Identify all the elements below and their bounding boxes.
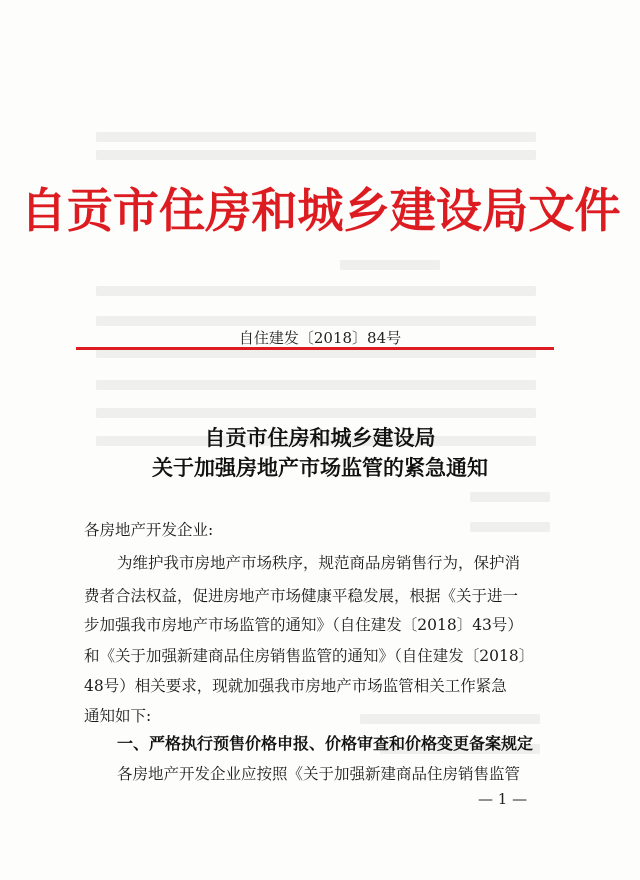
addressee: 各房地产开发企业: xyxy=(84,521,214,539)
document-number: 自住建发〔2018〕84号 xyxy=(238,329,402,347)
paragraph-line: 通知如下: xyxy=(84,707,152,725)
notice-title-line-2: 关于加强房地产市场监管的紧急通知 xyxy=(152,455,488,480)
paragraph-line: 和《关于加强新建商品住房销售监管的通知》（自住建发〔2018〕 xyxy=(84,647,535,665)
notice-title-line-1: 自贡市住房和城乡建设局 xyxy=(204,425,436,450)
paragraph-line: 费者合法权益，促进房地产市场健康平稳发展，根据《关于进一 xyxy=(84,587,519,605)
paragraph-line: 48号）相关要求，现就加强我市房地产市场监管相关工作紧急 xyxy=(84,677,507,695)
paragraph-line: 为维护我市房地产市场秩序，规范商品房销售行为，保护消 xyxy=(117,554,521,572)
red-separator-line xyxy=(76,347,554,350)
paragraph-line: 步加强我市房地产市场监管的通知》（自住建发〔2018〕43号） xyxy=(84,616,523,634)
issuer-header-title: 自贡市住房和城乡建设局文件 xyxy=(20,184,620,239)
page-number: — 1 — xyxy=(478,790,528,808)
section-1-heading: 一、严格执行预售价格申报、价格审查和价格变更备案规定 xyxy=(117,734,534,753)
section-1-first-line: 各房地产开发企业应按照《关于加强新建商品住房销售监管 xyxy=(117,765,521,783)
